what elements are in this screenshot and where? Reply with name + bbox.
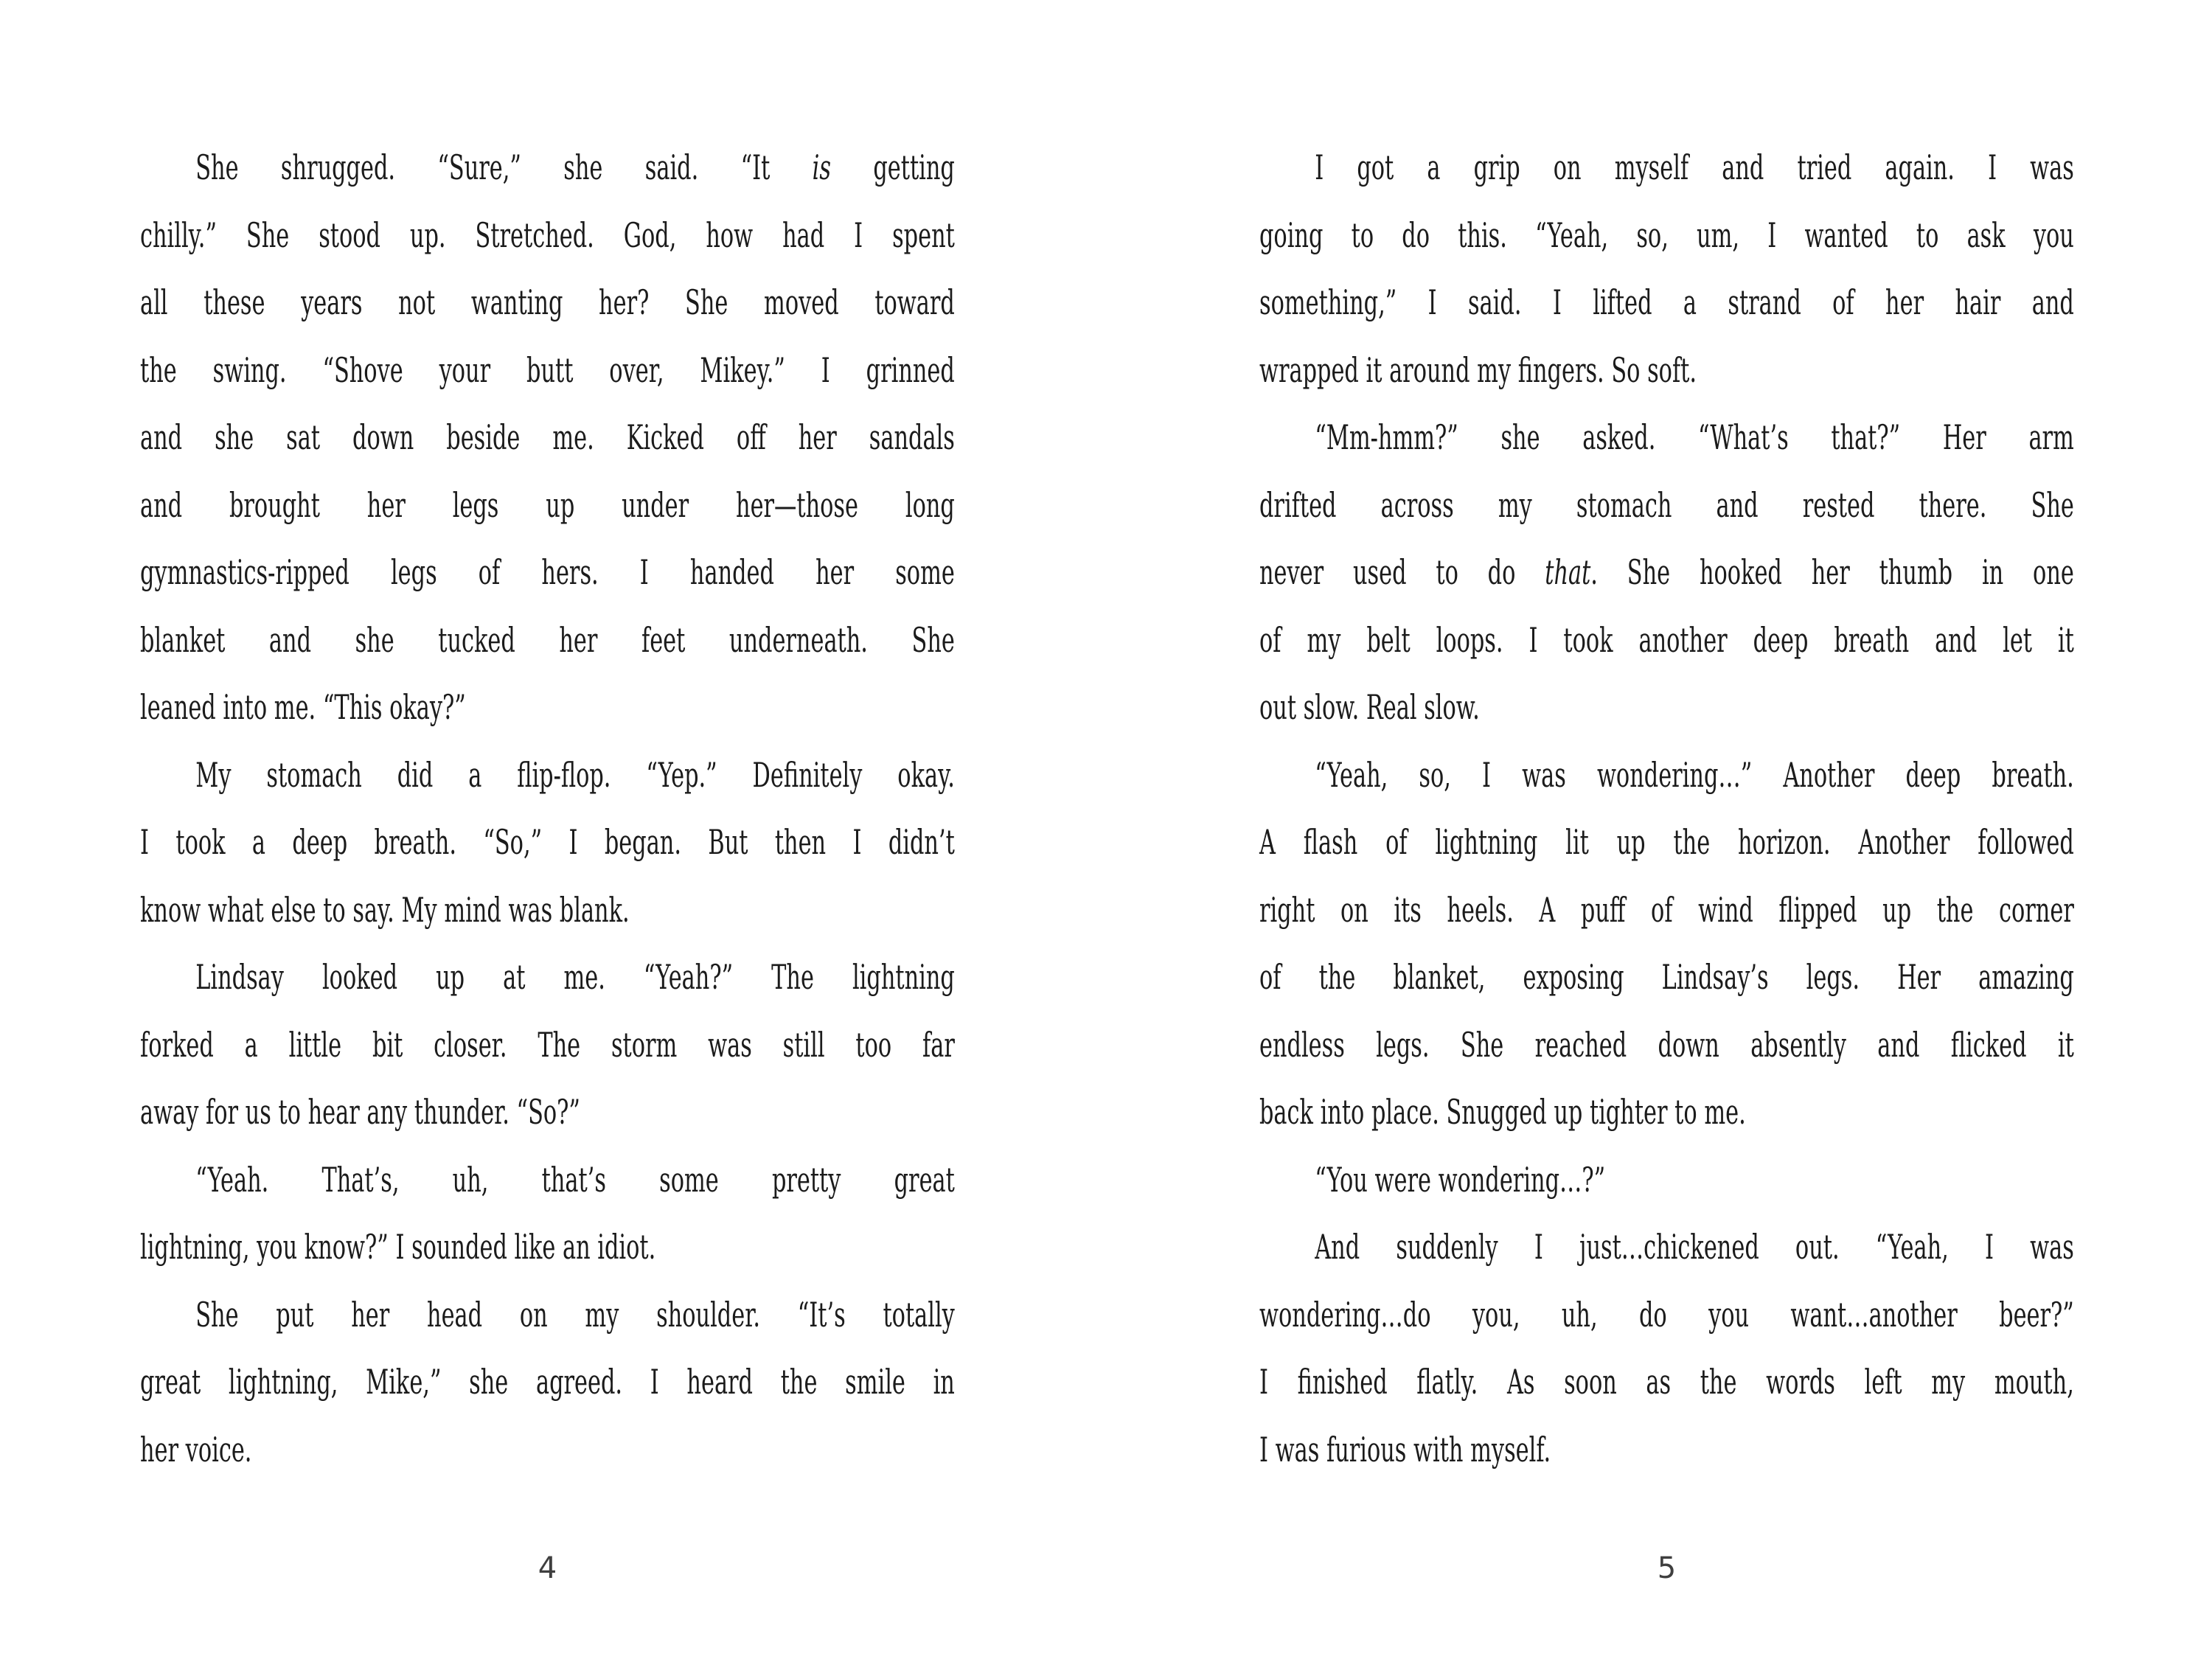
text-line <box>140 809 955 877</box>
text-segment: A flash of lightning lit up the horizon. Another followed <box>1259 822 2074 862</box>
text-line <box>140 337 955 405</box>
text-segment: of the blanket, exposing Lindsay’s legs. Her amazing <box>1259 957 2074 997</box>
text-segment: out slow. Real slow. <box>1259 687 1480 727</box>
text-segment: leaned into me. “This okay?” <box>140 687 466 727</box>
text-line <box>140 404 955 472</box>
text-segment: “You were wondering…?” <box>1315 1159 1606 1200</box>
text-segment: the swing. “Shove your butt over, Mikey.” I grinned <box>140 349 955 390</box>
text-line <box>1259 337 2074 405</box>
text-line <box>140 269 955 337</box>
text-segment: My stomach did a flip-flop. “Yep.” Definitely okay. <box>195 754 955 795</box>
text-line <box>140 1349 955 1416</box>
text-segment: right on its heels. A puff of wind flipped up the corner <box>1259 889 2074 930</box>
text-line <box>140 944 955 1012</box>
text-line <box>1259 539 2074 607</box>
text-line <box>140 742 955 810</box>
text-line <box>140 1416 955 1484</box>
page-number-left: 4 <box>538 1551 557 1585</box>
text-segment: wrapped it around my fingers. So soft. <box>1259 349 1697 390</box>
text-line <box>1259 1012 2074 1079</box>
text-segment: wondering…do you, uh, do you want…another beer?” <box>1259 1294 2074 1335</box>
page-left-text-column <box>140 134 955 1484</box>
text-line <box>1259 1416 2074 1484</box>
text-segment: never used to do <box>1259 552 1545 592</box>
book-page-right <box>1106 0 2212 1659</box>
text-line <box>1259 134 2074 202</box>
text-segment: I finished flatly. As soon as the words left my mouth, <box>1259 1362 2074 1402</box>
text-segment: . She hooked her thumb in one <box>1590 552 2074 592</box>
text-line <box>140 877 955 945</box>
text-line <box>1259 674 2074 742</box>
text-line <box>140 539 955 607</box>
text-segment: blanket and she tucked her feet underneath. She <box>140 619 955 660</box>
text-segment: her voice. <box>140 1429 252 1470</box>
page-right-text-column <box>1259 134 2074 1484</box>
text-segment: drifted across my stomach and rested there. She <box>1259 484 2074 525</box>
text-segment: and she sat down beside me. Kicked off her sandals <box>140 417 955 457</box>
text-line <box>140 134 955 202</box>
text-segment: great lightning, Mike,” she agreed. I heard the smile in <box>140 1362 955 1402</box>
text-line <box>140 202 955 270</box>
text-segment: “Yeah, so, I was wondering…” Another deep breath. <box>1315 754 2074 795</box>
text-segment: I was furious with myself. <box>1259 1429 1551 1470</box>
text-segment: Lindsay looked up at me. “Yeah?” The lightning <box>195 957 955 997</box>
text-line <box>140 1012 955 1079</box>
text-segment: forked a little bit closer. The storm was still too far <box>140 1024 955 1065</box>
text-line <box>140 1079 955 1147</box>
text-line <box>1259 877 2074 945</box>
text-segment: of my belt loops. I took another deep breath and let it <box>1259 619 2074 660</box>
text-segment: getting <box>830 147 955 187</box>
text-segment-italic: is <box>812 147 831 187</box>
text-line <box>140 1281 955 1349</box>
text-segment: She put her head on my shoulder. “It’s totally <box>195 1294 955 1335</box>
text-line <box>1259 1349 2074 1416</box>
text-line <box>1259 809 2074 877</box>
text-line <box>1259 1281 2074 1349</box>
text-segment: I took a deep breath. “So,” I began. But then I didn’t <box>140 822 955 862</box>
text-segment: and brought her legs up under her—those long <box>140 484 955 525</box>
text-segment: all these years not wanting her? She moved toward <box>140 282 955 322</box>
text-segment: She shrugged. “Sure,” she said. “It <box>195 147 813 187</box>
text-segment: something,” I said. I lifted a strand of her hair and <box>1259 282 2074 322</box>
text-line <box>1259 404 2074 472</box>
text-segment: lightning, you know?” I sounded like an idiot. <box>140 1227 656 1267</box>
text-line <box>140 1147 955 1214</box>
text-segment: “Mm-hmm?” she asked. “What’s that?” Her arm <box>1315 417 2074 457</box>
text-line <box>1259 1079 2074 1147</box>
page-number-right: 5 <box>1657 1551 1677 1585</box>
text-line <box>140 472 955 540</box>
text-line <box>1259 1214 2074 1281</box>
text-line <box>140 674 955 742</box>
text-segment: away for us to hear any thunder. “So?” <box>140 1092 580 1132</box>
text-line <box>1259 269 2074 337</box>
text-segment: going to do this. “Yeah, so, um, I wanted to ask you <box>1259 215 2074 255</box>
text-segment-italic: that <box>1545 552 1591 592</box>
text-line <box>1259 607 2074 675</box>
text-line <box>1259 202 2074 270</box>
text-line <box>1259 742 2074 810</box>
text-segment: I got a grip on myself and tried again. I was <box>1315 147 2074 187</box>
text-line <box>140 607 955 675</box>
text-segment: gymnastics-ripped legs of hers. I handed her some <box>140 552 955 592</box>
text-line <box>140 1214 955 1281</box>
text-line <box>1259 1147 2074 1214</box>
text-segment: “Yeah. That’s, uh, that’s some pretty great <box>195 1159 955 1200</box>
text-segment: chilly.” She stood up. Stretched. God, how had I spent <box>140 215 955 255</box>
text-segment: know what else to say. My mind was blank. <box>140 889 630 930</box>
text-segment: endless legs. She reached down absently and flicked it <box>1259 1024 2074 1065</box>
text-line <box>1259 944 2074 1012</box>
text-segment: And suddenly I just…chickened out. “Yeah, I was <box>1315 1227 2074 1267</box>
text-segment: back into place. Snugged up tighter to me. <box>1259 1092 1746 1132</box>
text-line <box>1259 472 2074 540</box>
